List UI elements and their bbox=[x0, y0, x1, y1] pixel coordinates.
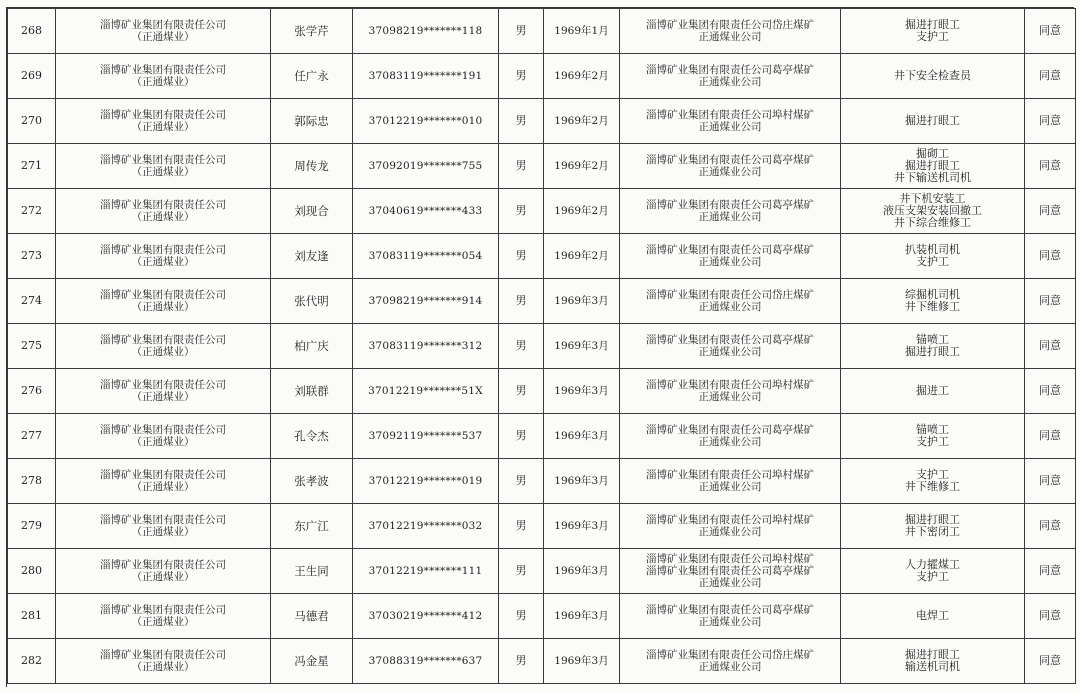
employer-cell-line: 淄博矿业集团有限责任公司 bbox=[100, 109, 226, 121]
work-unit-cell-line: 淄博矿业集团有限责任公司岱庄煤矿 bbox=[646, 649, 814, 661]
work-unit-cell bbox=[620, 504, 841, 549]
job-type-cell-line: 井下输送机司机 bbox=[894, 171, 971, 184]
employer-cell-line: （正通煤业） bbox=[131, 526, 195, 538]
job-type-cell bbox=[841, 459, 1025, 504]
employer-cell-line: 淄博矿业集团有限责任公司 bbox=[100, 334, 226, 346]
job-type-cell-line: 井下机安装工 bbox=[899, 192, 966, 205]
employer-cell-line: （正通煤业） bbox=[131, 31, 195, 43]
employer-cell-line: 淄博矿业集团有限责任公司 bbox=[100, 424, 226, 436]
row-number: 269 bbox=[8, 54, 56, 99]
work-unit-cell-line: 正通煤业公司 bbox=[698, 436, 762, 448]
person-name: 刘联群 bbox=[271, 369, 353, 414]
row-number: 279 bbox=[8, 504, 56, 549]
id-number: 37083119*******312 bbox=[353, 324, 499, 369]
employer-cell-line: （正通煤业） bbox=[131, 211, 195, 223]
employer-cell bbox=[56, 639, 271, 684]
work-unit-cell-line: 正通煤业公司 bbox=[698, 577, 762, 589]
row-number: 268 bbox=[8, 9, 56, 54]
work-unit-cell-line: 正通煤业公司 bbox=[698, 166, 762, 178]
job-type-cell-line: 掘砌工 bbox=[916, 147, 949, 160]
work-unit-cell-line: 淄博矿业集团有限责任公司埠村煤矿 bbox=[646, 379, 814, 391]
gender-cell: 男 bbox=[499, 639, 544, 684]
job-type-cell-line: 支护工 bbox=[916, 435, 949, 448]
employer-cell bbox=[56, 279, 271, 324]
employer-cell-line: （正通煤业） bbox=[131, 481, 195, 493]
work-unit-cell bbox=[620, 144, 841, 189]
gender-cell: 男 bbox=[499, 324, 544, 369]
work-unit-cell bbox=[620, 549, 841, 594]
job-type-cell bbox=[841, 324, 1025, 369]
employer-cell-line: 淄博矿业集团有限责任公司 bbox=[100, 469, 226, 481]
person-name: 冯金星 bbox=[271, 639, 353, 684]
opinion-cell: 同意 bbox=[1025, 9, 1076, 54]
table-row bbox=[8, 234, 1076, 279]
work-unit-cell-line: 淄博矿业集团有限责任公司埠村煤矿 bbox=[646, 514, 814, 526]
birth-month: 1969年3月 bbox=[544, 459, 620, 504]
id-number: 37040619*******433 bbox=[353, 189, 499, 234]
work-unit-cell-line: 淄博矿业集团有限责任公司葛亭煤矿 bbox=[646, 199, 814, 211]
row-number: 277 bbox=[8, 414, 56, 459]
employer-cell bbox=[56, 594, 271, 639]
employer-cell bbox=[56, 369, 271, 414]
row-number: 282 bbox=[8, 639, 56, 684]
birth-month: 1969年2月 bbox=[544, 144, 620, 189]
table-row bbox=[8, 144, 1076, 189]
table-row bbox=[8, 279, 1076, 324]
job-type-cell-line: 综掘机司机 bbox=[905, 288, 960, 301]
birth-month: 1969年3月 bbox=[544, 279, 620, 324]
job-type-cell-line: 扒装机司机 bbox=[905, 243, 960, 256]
person-name: 刘友逢 bbox=[271, 234, 353, 279]
person-name: 张学芹 bbox=[271, 9, 353, 54]
table-row bbox=[8, 54, 1076, 99]
employer-cell-line: 淄博矿业集团有限责任公司 bbox=[100, 604, 226, 616]
job-type-cell bbox=[841, 9, 1025, 54]
employer-cell-line: 淄博矿业集团有限责任公司 bbox=[100, 379, 226, 391]
opinion-cell: 同意 bbox=[1025, 54, 1076, 99]
opinion-cell: 同意 bbox=[1025, 99, 1076, 144]
job-type-cell bbox=[841, 189, 1025, 234]
work-unit-cell-line: 正通煤业公司 bbox=[698, 31, 762, 43]
birth-month: 1969年3月 bbox=[544, 414, 620, 459]
gender-cell: 男 bbox=[499, 144, 544, 189]
work-unit-cell bbox=[620, 324, 841, 369]
work-unit-cell-line: 正通煤业公司 bbox=[698, 256, 762, 268]
opinion-cell: 同意 bbox=[1025, 369, 1076, 414]
table-row bbox=[8, 504, 1076, 549]
gender-cell: 男 bbox=[499, 189, 544, 234]
opinion-cell: 同意 bbox=[1025, 279, 1076, 324]
id-number: 37012219*******51X bbox=[353, 369, 499, 414]
table-row bbox=[8, 99, 1076, 144]
person-name: 郭际忠 bbox=[271, 99, 353, 144]
birth-month: 1969年1月 bbox=[544, 9, 620, 54]
job-type-cell bbox=[841, 369, 1025, 414]
employer-cell-line: （正通煤业） bbox=[131, 436, 195, 448]
id-number: 37012219*******010 bbox=[353, 99, 499, 144]
table-row bbox=[8, 639, 1076, 684]
job-type-cell-line: 锚喷工 bbox=[916, 333, 949, 346]
work-unit-cell bbox=[620, 99, 841, 144]
gender-cell: 男 bbox=[499, 9, 544, 54]
opinion-cell: 同意 bbox=[1025, 324, 1076, 369]
gender-cell: 男 bbox=[499, 549, 544, 594]
work-unit-cell-line: 淄博矿业集团有限责任公司葛亭煤矿 bbox=[646, 154, 814, 166]
employer-cell-line: （正通煤业） bbox=[131, 76, 195, 88]
person-name: 柏广庆 bbox=[271, 324, 353, 369]
opinion-cell: 同意 bbox=[1025, 234, 1076, 279]
employer-cell-line: （正通煤业） bbox=[131, 391, 195, 403]
gender-cell: 男 bbox=[499, 54, 544, 99]
employer-cell-line: （正通煤业） bbox=[131, 256, 195, 268]
row-number: 278 bbox=[8, 459, 56, 504]
id-number: 37092119*******537 bbox=[353, 414, 499, 459]
work-unit-cell-line: 淄博矿业集团有限责任公司葛亭煤矿 bbox=[646, 334, 814, 346]
work-unit-cell bbox=[620, 414, 841, 459]
employer-cell-line: 淄博矿业集团有限责任公司 bbox=[100, 559, 226, 571]
job-type-cell bbox=[841, 99, 1025, 144]
gender-cell: 男 bbox=[499, 234, 544, 279]
work-unit-cell bbox=[620, 369, 841, 414]
gender-cell: 男 bbox=[499, 504, 544, 549]
job-type-cell-line: 掘进打眼工 bbox=[905, 18, 960, 31]
job-type-cell-line: 人力攉煤工 bbox=[905, 558, 960, 571]
id-number: 37083119*******191 bbox=[353, 54, 499, 99]
work-unit-cell-line: 正通煤业公司 bbox=[698, 481, 762, 493]
job-type-cell-line: 掘进打眼工 bbox=[905, 159, 960, 172]
row-number: 281 bbox=[8, 594, 56, 639]
work-unit-cell bbox=[620, 234, 841, 279]
birth-month: 1969年2月 bbox=[544, 189, 620, 234]
row-number: 273 bbox=[8, 234, 56, 279]
table-row bbox=[8, 189, 1076, 234]
employer-cell bbox=[56, 549, 271, 594]
gender-cell: 男 bbox=[499, 459, 544, 504]
job-type-cell-line: 锚喷工 bbox=[916, 423, 949, 436]
birth-month: 1969年2月 bbox=[544, 234, 620, 279]
table-row bbox=[8, 459, 1076, 504]
table-row bbox=[8, 9, 1076, 54]
row-number: 270 bbox=[8, 99, 56, 144]
work-unit-cell-line: 淄博矿业集团有限责任公司埠村煤矿 bbox=[646, 553, 814, 565]
id-number: 37098219*******914 bbox=[353, 279, 499, 324]
birth-month: 1969年3月 bbox=[544, 324, 620, 369]
gender-cell: 男 bbox=[499, 99, 544, 144]
work-unit-cell-line: 淄博矿业集团有限责任公司岱庄煤矿 bbox=[646, 289, 814, 301]
work-unit-cell bbox=[620, 459, 841, 504]
person-name: 张代明 bbox=[271, 279, 353, 324]
birth-month: 1969年3月 bbox=[544, 369, 620, 414]
table-body bbox=[8, 9, 1076, 684]
job-type-cell-line: 掘进工 bbox=[916, 384, 949, 397]
employer-cell-line: （正通煤业） bbox=[131, 661, 195, 673]
work-unit-cell-line: 淄博矿业集团有限责任公司葛亭煤矿 bbox=[646, 64, 814, 76]
work-unit-cell-line: 正通煤业公司 bbox=[698, 391, 762, 403]
employer-cell-line: 淄博矿业集团有限责任公司 bbox=[100, 19, 226, 31]
table-row bbox=[8, 369, 1076, 414]
birth-month: 1969年3月 bbox=[544, 549, 620, 594]
employer-cell-line: （正通煤业） bbox=[131, 571, 195, 583]
row-number: 274 bbox=[8, 279, 56, 324]
job-type-cell bbox=[841, 54, 1025, 99]
roster-sheet bbox=[6, 7, 1074, 687]
opinion-cell: 同意 bbox=[1025, 459, 1076, 504]
work-unit-cell bbox=[620, 9, 841, 54]
id-number: 37083119*******054 bbox=[353, 234, 499, 279]
job-type-cell-line: 输送机司机 bbox=[905, 660, 960, 673]
employer-cell-line: （正通煤业） bbox=[131, 166, 195, 178]
employer-cell-line: 淄博矿业集团有限责任公司 bbox=[100, 514, 226, 526]
work-unit-cell bbox=[620, 189, 841, 234]
job-type-cell bbox=[841, 279, 1025, 324]
person-name: 刘现合 bbox=[271, 189, 353, 234]
row-number: 276 bbox=[8, 369, 56, 414]
job-type-cell-line: 井下综合维修工 bbox=[894, 216, 971, 229]
person-name: 任广永 bbox=[271, 54, 353, 99]
work-unit-cell-line: 正通煤业公司 bbox=[698, 526, 762, 538]
work-unit-cell-line: 淄博矿业集团有限责任公司岱庄煤矿 bbox=[646, 19, 814, 31]
work-unit-cell-line: 淄博矿业集团有限责任公司埠村煤矿 bbox=[646, 469, 814, 481]
employer-cell bbox=[56, 234, 271, 279]
table-row bbox=[8, 594, 1076, 639]
gender-cell: 男 bbox=[499, 414, 544, 459]
job-type-cell-line: 支护工 bbox=[916, 30, 949, 43]
person-name: 东广江 bbox=[271, 504, 353, 549]
person-name: 王生同 bbox=[271, 549, 353, 594]
job-type-cell-line: 井下维修工 bbox=[905, 300, 960, 313]
job-type-cell bbox=[841, 594, 1025, 639]
employer-cell-line: （正通煤业） bbox=[131, 121, 195, 133]
work-unit-cell-line: 淄博矿业集团有限责任公司葛亭煤矿 bbox=[646, 565, 814, 577]
work-unit-cell bbox=[620, 594, 841, 639]
work-unit-cell-line: 正通煤业公司 bbox=[698, 346, 762, 358]
employer-cell-line: 淄博矿业集团有限责任公司 bbox=[100, 289, 226, 301]
opinion-cell: 同意 bbox=[1025, 504, 1076, 549]
work-unit-cell-line: 淄博矿业集团有限责任公司葛亭煤矿 bbox=[646, 244, 814, 256]
id-number: 37088319*******637 bbox=[353, 639, 499, 684]
job-type-cell-line: 液压支架安装回撤工 bbox=[883, 204, 982, 217]
job-type-cell-line: 井下密闭工 bbox=[905, 525, 960, 538]
employer-cell-line: 淄博矿业集团有限责任公司 bbox=[100, 154, 226, 166]
id-number: 37098219*******118 bbox=[353, 9, 499, 54]
birth-month: 1969年3月 bbox=[544, 504, 620, 549]
job-type-cell-line: 掘进打眼工 bbox=[905, 513, 960, 526]
job-type-cell-line: 井下安全检查员 bbox=[894, 69, 971, 82]
employer-cell bbox=[56, 504, 271, 549]
employer-cell-line: （正通煤业） bbox=[131, 616, 195, 628]
job-type-cell-line: 支护工 bbox=[916, 570, 949, 583]
employer-cell bbox=[56, 9, 271, 54]
birth-month: 1969年3月 bbox=[544, 594, 620, 639]
gender-cell: 男 bbox=[499, 594, 544, 639]
employer-cell bbox=[56, 189, 271, 234]
row-number: 275 bbox=[8, 324, 56, 369]
opinion-cell: 同意 bbox=[1025, 144, 1076, 189]
opinion-cell: 同意 bbox=[1025, 549, 1076, 594]
work-unit-cell bbox=[620, 54, 841, 99]
job-type-cell bbox=[841, 639, 1025, 684]
job-type-cell-line: 支护工 bbox=[916, 255, 949, 268]
employer-cell bbox=[56, 324, 271, 369]
gender-cell: 男 bbox=[499, 369, 544, 414]
job-type-cell bbox=[841, 234, 1025, 279]
work-unit-cell bbox=[620, 279, 841, 324]
employer-cell-line: 淄博矿业集团有限责任公司 bbox=[100, 199, 226, 211]
job-type-cell bbox=[841, 414, 1025, 459]
birth-month: 1969年2月 bbox=[544, 99, 620, 144]
id-number: 37092019*******755 bbox=[353, 144, 499, 189]
work-unit-cell-line: 正通煤业公司 bbox=[698, 76, 762, 88]
birth-month: 1969年2月 bbox=[544, 54, 620, 99]
personnel-table bbox=[7, 8, 1076, 684]
employer-cell-line: 淄博矿业集团有限责任公司 bbox=[100, 244, 226, 256]
person-name: 周传龙 bbox=[271, 144, 353, 189]
row-number: 280 bbox=[8, 549, 56, 594]
job-type-cell-line: 掘进打眼工 bbox=[905, 345, 960, 358]
job-type-cell-line: 支护工 bbox=[916, 468, 949, 481]
work-unit-cell-line: 正通煤业公司 bbox=[698, 301, 762, 313]
work-unit-cell-line: 正通煤业公司 bbox=[698, 616, 762, 628]
employer-cell-line: 淄博矿业集团有限责任公司 bbox=[100, 649, 226, 661]
job-type-cell-line: 井下维修工 bbox=[905, 480, 960, 493]
opinion-cell: 同意 bbox=[1025, 189, 1076, 234]
job-type-cell-line: 掘进打眼工 bbox=[905, 114, 960, 127]
gender-cell: 男 bbox=[499, 279, 544, 324]
table-row bbox=[8, 324, 1076, 369]
employer-cell bbox=[56, 459, 271, 504]
table-row bbox=[8, 549, 1076, 594]
person-name: 马德君 bbox=[271, 594, 353, 639]
employer-cell-line: （正通煤业） bbox=[131, 346, 195, 358]
employer-cell bbox=[56, 144, 271, 189]
table-row bbox=[8, 414, 1076, 459]
employer-cell bbox=[56, 54, 271, 99]
work-unit-cell-line: 淄博矿业集团有限责任公司埠村煤矿 bbox=[646, 109, 814, 121]
id-number: 37012219*******019 bbox=[353, 459, 499, 504]
id-number: 37012219*******111 bbox=[353, 549, 499, 594]
row-number: 272 bbox=[8, 189, 56, 234]
work-unit-cell-line: 正通煤业公司 bbox=[698, 121, 762, 133]
person-name: 张孝波 bbox=[271, 459, 353, 504]
opinion-cell: 同意 bbox=[1025, 414, 1076, 459]
job-type-cell-line: 掘进打眼工 bbox=[905, 648, 960, 661]
employer-cell-line: 淄博矿业集团有限责任公司 bbox=[100, 64, 226, 76]
person-name: 孔令杰 bbox=[271, 414, 353, 459]
birth-month: 1969年3月 bbox=[544, 639, 620, 684]
id-number: 37030219*******412 bbox=[353, 594, 499, 639]
work-unit-cell bbox=[620, 639, 841, 684]
row-number: 271 bbox=[8, 144, 56, 189]
employer-cell bbox=[56, 414, 271, 459]
id-number: 37012219*******032 bbox=[353, 504, 499, 549]
job-type-cell bbox=[841, 144, 1025, 189]
opinion-cell: 同意 bbox=[1025, 639, 1076, 684]
work-unit-cell-line: 淄博矿业集团有限责任公司葛亭煤矿 bbox=[646, 424, 814, 436]
employer-cell-line: （正通煤业） bbox=[131, 301, 195, 313]
work-unit-cell-line: 正通煤业公司 bbox=[698, 661, 762, 673]
work-unit-cell-line: 正通煤业公司 bbox=[698, 211, 762, 223]
job-type-cell bbox=[841, 504, 1025, 549]
job-type-cell-line: 电焊工 bbox=[916, 609, 949, 622]
work-unit-cell-line: 淄博矿业集团有限责任公司葛亭煤矿 bbox=[646, 604, 814, 616]
job-type-cell bbox=[841, 549, 1025, 594]
opinion-cell: 同意 bbox=[1025, 594, 1076, 639]
employer-cell bbox=[56, 99, 271, 144]
